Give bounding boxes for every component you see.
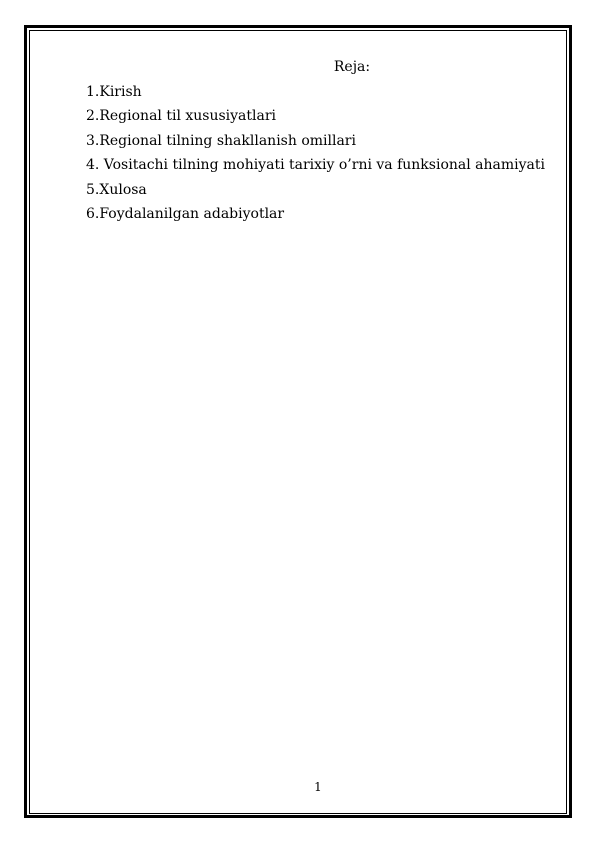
toc-item-intermediary-language: 4. Vositachi tilning mohiyati tarixiy o’rni va funksional ahamiyati	[86, 157, 545, 174]
toc-item-conclusion: 5.Xulosa	[86, 181, 147, 198]
table-of-contents	[86, 80, 545, 226]
toc-item-introduction: 1.Kirish	[86, 84, 142, 100]
toc-item-formation-factors: 3.Regional tilning shakllanish omillari	[86, 132, 356, 149]
page-number: 1	[314, 780, 322, 794]
toc-item-references: 6.Foydalanilgan adabiyotlar	[86, 206, 285, 223]
document-heading: Reja:	[333, 59, 371, 75]
toc-item-regional-language-features: 2.Regional til xususiyatlari	[86, 108, 277, 125]
